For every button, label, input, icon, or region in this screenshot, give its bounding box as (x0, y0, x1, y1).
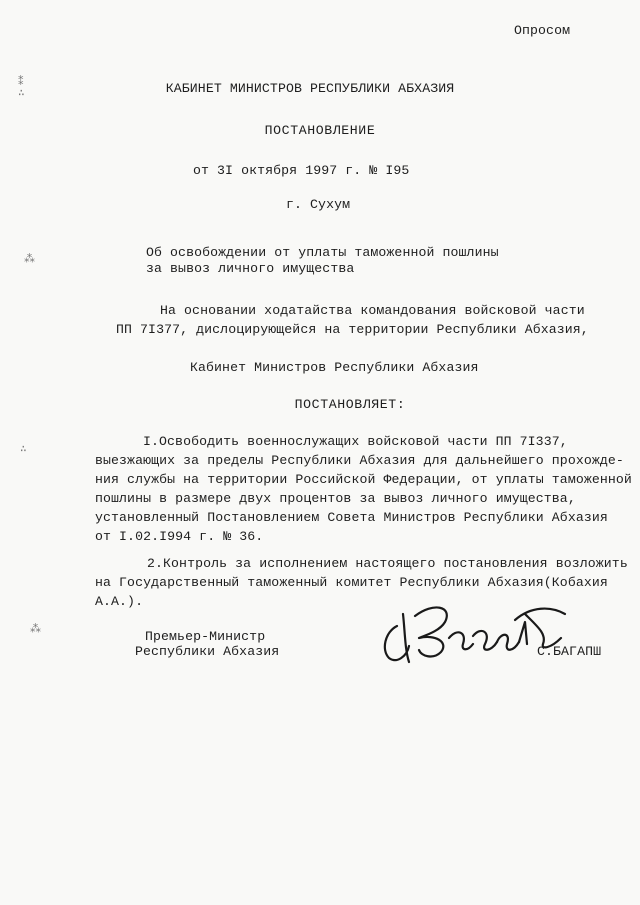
issuing-body-name: Кабинет Министров Республики Абхазия (190, 360, 479, 375)
item1-line-2: выезжающих за пределы Республики Абхазия для дальнейшего прохожде- (95, 453, 624, 468)
preamble-line-1: На основании ходатайства командования войсковой части (160, 303, 585, 318)
signatory-title-line-2: Республики Абхазия (135, 644, 280, 659)
hole-punch-mark-lower: ⁂ (30, 624, 41, 636)
item1-line-5: установленный Постановлением Совета Министров Республики Абхазия (95, 510, 608, 525)
distribution-note: Опросом (514, 23, 571, 38)
item1-line-1: I.Освободить военнослужащих войсковой части ПП 7I337, (143, 434, 568, 449)
preamble-line-2: ПП 7I377, дислоцирующейся на территории Республики Абхазия, (116, 322, 589, 337)
date-and-number: от 3I октября 1997 г. № I95 (193, 163, 410, 178)
hole-punch-mark-middle: ∴ (20, 444, 27, 456)
signatory-name: С.БАГАПШ (537, 644, 602, 659)
item2-line-3: А.А.). (95, 594, 144, 609)
subject-line-1: Об освобождении от уплаты таможенной пошлины (146, 245, 499, 260)
item1-line-3: ния службы на территории Российской Федерации, от уплаты таможенной (95, 472, 632, 487)
resolves-heading: ПОСТАНОВЛЯЕТ: (294, 397, 406, 412)
place-of-issue: г. Сухум (286, 197, 351, 212)
item2-line-2: на Государственный таможенный комитет Республики Абхазия(Кобахия (95, 575, 608, 590)
subject-line-2: за вывоз личного имущества (146, 261, 355, 276)
signatory-title-line-1: Премьер-Министр (145, 629, 266, 644)
issuer-heading: КАБИНЕТ МИНИСТРОВ РЕСПУБЛИКИ АБХАЗИЯ (165, 81, 455, 96)
document-type-heading: ПОСТАНОВЛЕНИЕ (264, 123, 376, 138)
item1-line-4: пошлины в размере двух процентов за вывоз личного имущества, (95, 491, 576, 506)
item2-line-1: 2.Контроль за исполнением настоящего постановления возложить (147, 556, 628, 571)
hole-punch-mark-top: ⁑ ∴ (18, 77, 25, 100)
item1-line-6: от I.02.I994 г. № 36. (95, 529, 264, 544)
hole-punch-mark-upper: ⁂ (24, 254, 35, 266)
